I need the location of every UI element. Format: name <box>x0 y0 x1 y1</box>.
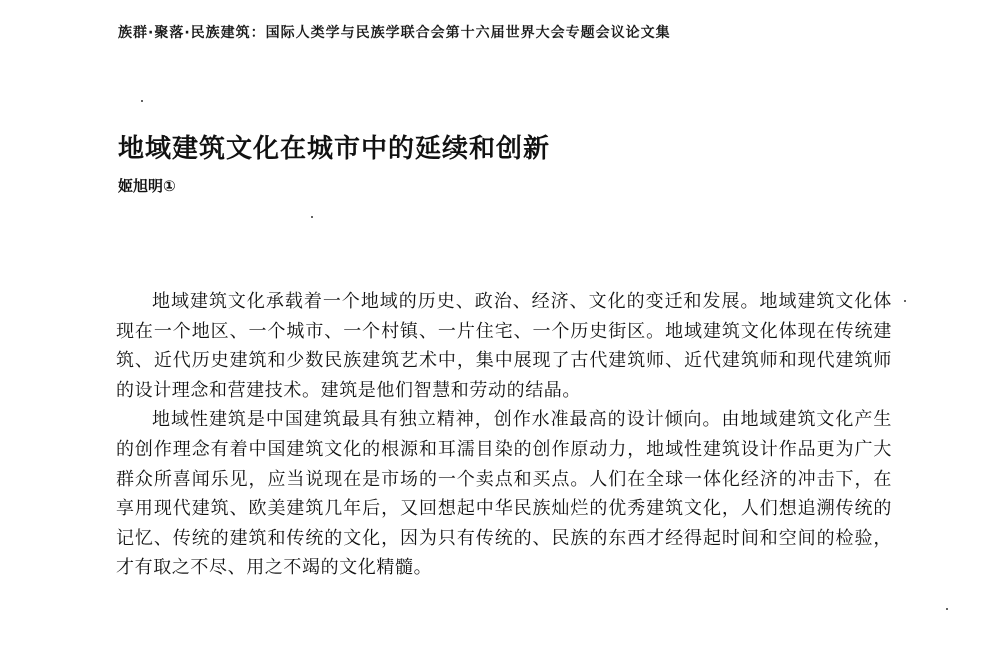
body-paragraph: 地域性建筑是中国建筑最具有独立精神，创作水准最高的设计倾向。由地域建筑文化产生的创作理念有着中国建筑文化的根源和耳濡目染的创作原动力，地域性建筑设计作品更为广大群众所喜闻乐见，应当说现在是市场的一个卖点和买点。人们在全球一体化经济的冲击下，在享用现代建筑、欧美建筑几年后，又回想起中华民族灿烂的优秀建筑文化，人们想追溯传统的记忆、传统的建筑和传统的文化，因为只有传统的、民族的东西才经得起时间和空间的检验，才有取之不尽、用之不竭的文化精髓。 <box>116 409 892 579</box>
article-body <box>116 287 892 583</box>
scan-speck <box>904 300 906 302</box>
author-name: 姬旭明① <box>118 177 176 195</box>
scan-speck <box>141 100 143 102</box>
scan-speck <box>946 608 948 610</box>
article-title: 地域建筑文化在城市中的延续和创新 <box>118 134 551 164</box>
body-paragraph: 地域建筑文化承载着一个地域的历史、政治、经济、文化的变迁和发展。地域建筑文化体现在一个地区、一个城市、一个村镇、一片住宅、一个历史街区。地域建筑文化体现在传统建筑、近代历史建筑和少数民族建筑艺术中，集中展现了古代建筑师、近代建筑师和现代建筑师的设计理念和营建技术。建筑是他们智慧和劳动的结晶。 <box>116 291 892 401</box>
scan-speck <box>311 216 313 218</box>
running-header: 族群·聚落·民族建筑：国际人类学与民族学联合会第十六届世界大会专题会议论文集 <box>118 25 671 41</box>
